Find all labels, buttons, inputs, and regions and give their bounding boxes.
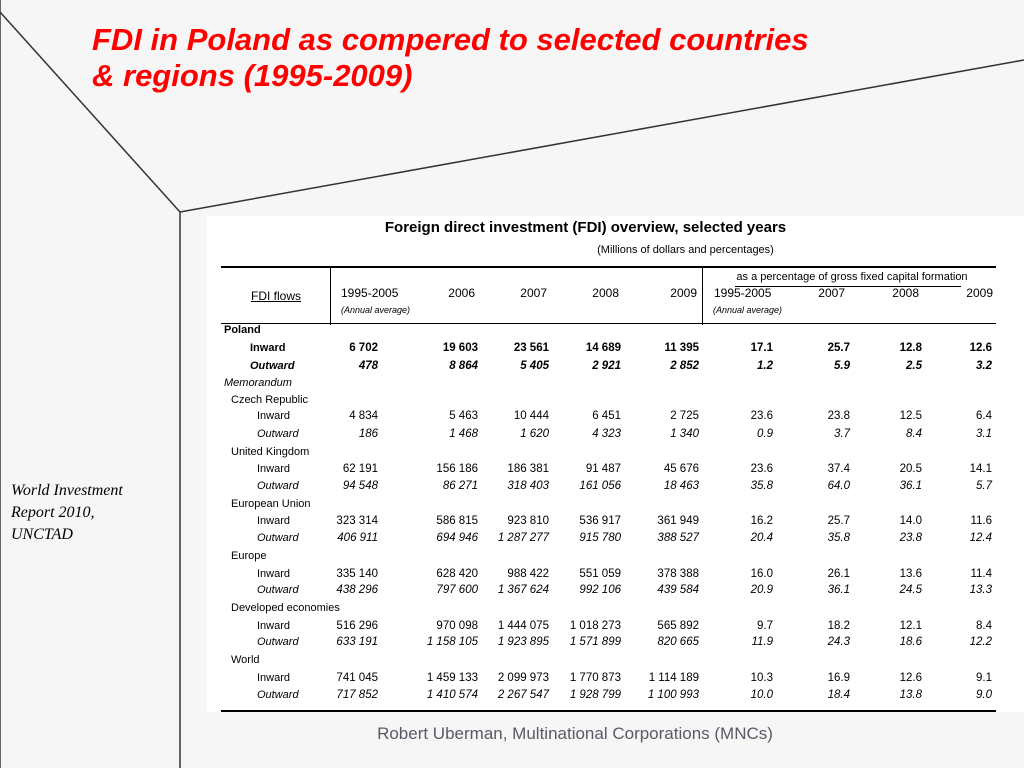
source-note-line: UNCTAD [11, 526, 73, 543]
value-cell: 378 388 [657, 568, 699, 580]
year-header: 2009 [670, 286, 697, 300]
value-cell: 797 600 [436, 584, 478, 596]
value-cell: 11 395 [664, 342, 699, 354]
row-label: Outward [257, 532, 299, 544]
value-cell: 19 603 [442, 342, 478, 354]
pct-cell: 24.5 [899, 584, 922, 596]
value-cell: 6 451 [592, 410, 621, 422]
pct-cell: 8.4 [976, 620, 992, 632]
value-cell: 915 780 [579, 532, 621, 544]
group-name: Czech Republic [231, 394, 309, 406]
pct-cell: 18.6 [899, 636, 922, 648]
pct-cell: 20.9 [750, 584, 773, 596]
value-cell: 94 548 [342, 480, 378, 492]
value-cell: 323 314 [336, 515, 378, 527]
row-label: Outward [257, 428, 299, 440]
row-label: Inward [257, 568, 291, 580]
year-header: 1995-2005 [341, 286, 399, 300]
value-cell: 91 487 [585, 463, 621, 475]
value-cell: 439 584 [657, 584, 699, 596]
value-cell: 361 949 [657, 515, 699, 527]
value-cell: 388 527 [657, 532, 699, 544]
pct-cell: 11.6 [970, 515, 992, 527]
pct-cell: 26.1 [827, 568, 850, 580]
pct-cell: 8.4 [906, 428, 922, 440]
pct-cell: 17.1 [750, 342, 773, 354]
pct-cell: 16.2 [750, 515, 773, 527]
pct-cell: 20.4 [750, 532, 773, 544]
source-note [11, 480, 171, 546]
pct-cell: 13.8 [899, 689, 922, 701]
row-label: Outward [257, 584, 299, 596]
pct-cell: 13.6 [899, 568, 922, 580]
pct-cell: 20.5 [899, 463, 922, 475]
value-cell: 62 191 [342, 463, 378, 475]
pct-cell: 18.4 [827, 689, 850, 701]
value-cell: 988 422 [507, 568, 549, 580]
row-label: Inward [250, 342, 286, 354]
value-cell: 565 892 [657, 620, 699, 632]
pct-cell: 37.4 [827, 463, 850, 475]
row-label: Inward [257, 672, 291, 684]
value-cell: 1 287 277 [497, 532, 549, 544]
pct-cell: 3.7 [834, 428, 850, 440]
group-name: Poland [224, 324, 261, 336]
pct-cell: 16.9 [827, 672, 850, 684]
value-cell: 536 917 [579, 515, 621, 527]
value-cell: 156 186 [436, 463, 478, 475]
value-cell: 2 267 547 [497, 689, 549, 701]
value-cell: 970 098 [436, 620, 478, 632]
value-cell: 2 099 973 [497, 672, 549, 684]
value-cell: 335 140 [336, 568, 378, 580]
pct-cell: 23.6 [750, 463, 773, 475]
year-header: 2006 [448, 286, 475, 300]
value-cell: 1 620 [520, 428, 549, 440]
row-label: Outward [257, 689, 299, 701]
table-subtitle: (Millions of dollars and percentages) [597, 244, 774, 256]
value-cell: 1 018 273 [569, 620, 621, 632]
pct-cell: 12.1 [899, 620, 922, 632]
value-cell: 5 463 [449, 410, 478, 422]
value-cell: 23 561 [513, 342, 549, 354]
pct-cell: 12.6 [969, 342, 992, 354]
pct-year-header: 2008 [892, 286, 919, 300]
group-name: United Kingdom [231, 446, 310, 458]
row-label: Outward [257, 480, 299, 492]
table-top-rule [221, 266, 996, 268]
value-cell: 1 114 189 [648, 672, 699, 684]
pct-cell: 1.2 [757, 360, 773, 372]
year-header: 2008 [592, 286, 619, 300]
pct-cell: 3.2 [976, 360, 992, 372]
value-cell: 4 834 [349, 410, 378, 422]
pct-cell: 11.4 [970, 568, 992, 580]
row-label: Inward [257, 463, 291, 475]
value-cell: 161 056 [579, 480, 621, 492]
pct-cell: 9.1 [976, 672, 992, 684]
pct-header: as a percentage of gross fixed capital formation [736, 271, 968, 283]
slide-title-line-2: & regions (1995-2009) [92, 58, 413, 93]
fdi-flows-label: FDI flows [251, 289, 302, 303]
value-cell: 820 665 [657, 636, 699, 648]
value-cell: 1 444 075 [497, 620, 549, 632]
pct-cell: 2.5 [906, 360, 922, 372]
pct-cell: 10.0 [750, 689, 773, 701]
group-name: Europe [231, 550, 267, 562]
value-cell: 1 100 993 [647, 689, 699, 701]
value-cell: 694 946 [436, 532, 478, 544]
value-cell: 6 702 [349, 342, 378, 354]
pct-cell: 25.7 [827, 515, 850, 527]
value-cell: 551 059 [579, 568, 621, 580]
table-bottom-rule [221, 710, 996, 712]
value-cell: 438 296 [336, 584, 378, 596]
row-label: Inward [257, 515, 291, 527]
value-cell: 2 725 [670, 410, 699, 422]
pct-cell: 14.0 [899, 515, 922, 527]
value-cell: 10 444 [513, 410, 549, 422]
pct-cell: 23.6 [750, 410, 773, 422]
value-cell: 186 381 [507, 463, 549, 475]
value-cell: 516 296 [336, 620, 378, 632]
pct-cell: 9.0 [976, 689, 992, 701]
table-header-rule [221, 323, 996, 324]
pct-cell: 10.3 [750, 672, 773, 684]
pct-cell: 35.8 [827, 532, 850, 544]
value-cell: 8 864 [449, 360, 478, 372]
source-note-line: World Investment [11, 482, 123, 499]
value-cell: 18 463 [663, 480, 699, 492]
value-cell: 1 770 873 [569, 672, 621, 684]
pct-cell: 25.7 [827, 342, 850, 354]
table-pct-divider [702, 268, 703, 325]
pct-cell: 12.5 [899, 410, 922, 422]
year-header: 2007 [520, 286, 547, 300]
pct-cell: 3.1 [976, 428, 992, 440]
value-cell: 2 921 [592, 360, 621, 372]
value-cell: 1 571 899 [569, 636, 621, 648]
slide-title-line-1: FDI in Poland as compered to selected countries [92, 22, 809, 57]
table-title: Foreign direct investment (FDI) overview, selected years [384, 219, 787, 236]
value-cell: 717 852 [336, 689, 378, 701]
pct-cell: 16.0 [750, 568, 773, 580]
value-cell: 586 815 [436, 515, 478, 527]
pct-cell: 9.7 [757, 620, 773, 632]
value-cell: 45 676 [663, 463, 699, 475]
slide-title [92, 22, 952, 94]
group-name: European Union [231, 498, 311, 510]
row-label: Inward [257, 410, 291, 422]
pct-cell: 5.9 [834, 360, 850, 372]
table-header-divider [330, 268, 331, 325]
value-cell: 5 405 [520, 360, 549, 372]
pct-cell: 23.8 [827, 410, 850, 422]
pct-cell: 13.3 [969, 584, 992, 596]
row-label: Outward [257, 636, 299, 648]
value-cell: 478 [358, 360, 378, 372]
group-name: Developed economies [231, 602, 340, 614]
value-cell: 14 689 [585, 342, 621, 354]
pct-cell: 6.4 [976, 410, 992, 422]
pct-cell: 14.1 [969, 463, 992, 475]
pct-cell: 12.4 [969, 532, 992, 544]
value-cell: 186 [358, 428, 378, 440]
pct-year-header: 2007 [818, 286, 845, 300]
value-cell: 2 852 [670, 360, 699, 372]
value-cell: 4 323 [592, 428, 621, 440]
value-cell: 1 367 624 [497, 584, 549, 596]
value-cell: 1 459 133 [426, 672, 478, 684]
pct-cell: 12.2 [969, 636, 992, 648]
pct-cell: 18.2 [827, 620, 850, 632]
pct-cell: 36.1 [827, 584, 850, 596]
pct-cell: 12.8 [899, 342, 922, 354]
value-cell: 741 045 [336, 672, 378, 684]
pct-year-header: 2009 [966, 286, 993, 300]
pct-cell: 24.3 [827, 636, 850, 648]
value-cell: 923 810 [507, 515, 549, 527]
source-note-line: Report 2010, [11, 504, 95, 521]
value-cell: 992 106 [579, 584, 621, 596]
pct-cell: 64.0 [827, 480, 850, 492]
pct-cell: 0.9 [757, 428, 773, 440]
fdi-table-image [207, 216, 1024, 712]
group-name: World [231, 654, 260, 666]
annual-average-note: (Annual average) [713, 305, 783, 315]
value-cell: 318 403 [507, 480, 549, 492]
memorandum-label: Memorandum [224, 377, 292, 389]
value-cell: 628 420 [436, 568, 478, 580]
pct-cell: 35.8 [750, 480, 773, 492]
value-cell: 1 928 799 [569, 689, 621, 701]
row-label: Outward [250, 360, 295, 372]
value-cell: 406 911 [337, 532, 378, 544]
value-cell: 1 410 574 [426, 689, 478, 701]
pct-cell: 5.7 [976, 480, 992, 492]
value-cell: 1 340 [670, 428, 699, 440]
pct-cell: 11.9 [751, 636, 773, 648]
value-cell: 1 158 105 [426, 636, 478, 648]
pct-cell: 12.6 [899, 672, 922, 684]
footer-credit: Robert Uberman, Multinational Corporations (MNCs) [377, 724, 773, 743]
value-cell: 1 923 895 [497, 636, 549, 648]
value-cell: 1 468 [449, 428, 478, 440]
annual-average-note: (Annual average) [341, 305, 411, 315]
row-label: Inward [257, 620, 291, 632]
pct-cell: 23.8 [899, 532, 922, 544]
pct-year-header: 1995-2005 [714, 286, 772, 300]
value-cell: 633 191 [336, 636, 378, 648]
value-cell: 86 271 [442, 480, 478, 492]
pct-cell: 36.1 [899, 480, 922, 492]
